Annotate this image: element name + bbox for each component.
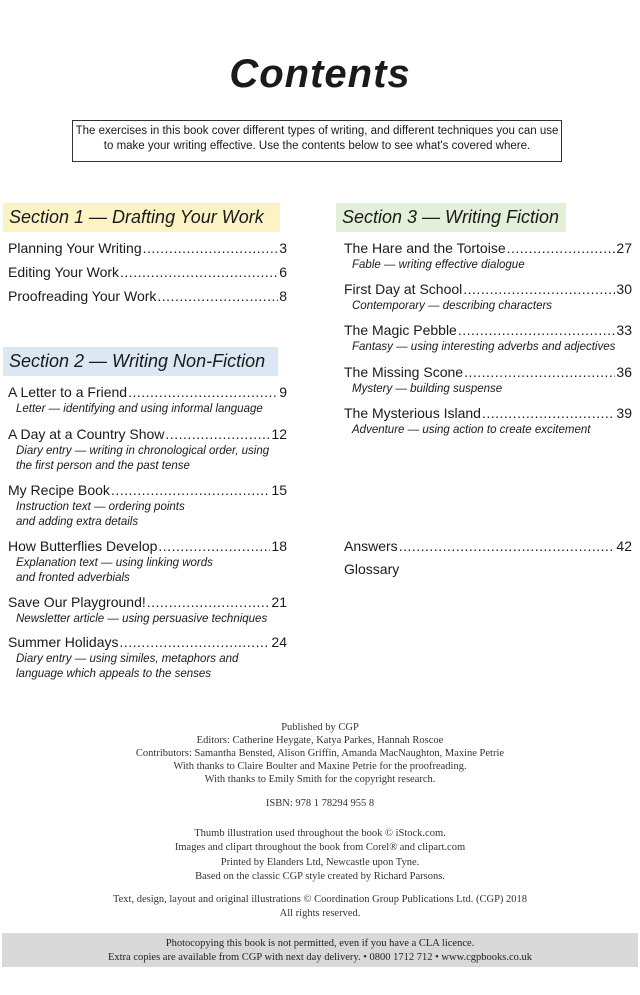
toc-entry[interactable]	[344, 281, 632, 297]
entry-page: 36	[616, 364, 632, 380]
credit-line: All rights reserved.	[279, 908, 361, 919]
entry-page: 15	[271, 482, 287, 498]
dot-leader	[458, 322, 616, 338]
entry-title: Answers	[344, 538, 398, 554]
credit-line: With thanks to Emily Smith for the copyright research.	[204, 774, 436, 785]
toc-entry[interactable]	[8, 594, 287, 610]
entry-title: Glossary	[344, 561, 400, 577]
dot-leader	[157, 288, 278, 304]
credit-line: With thanks to Claire Boulter and Maxine Petrie for the proofreading.	[173, 761, 467, 772]
credit-line: Thumb illustration used throughout the book © iStock.com.	[194, 828, 446, 839]
entry-title: Editing Your Work	[8, 264, 120, 280]
entry-title: The Hare and the Tortoise	[344, 240, 506, 256]
entry-page: 30	[616, 281, 632, 297]
section-3-heading: Section 3 — Writing Fiction	[336, 203, 566, 232]
toc-entry[interactable]	[8, 634, 287, 650]
entry-page: 6	[279, 264, 287, 280]
toc-entry[interactable]	[8, 482, 287, 498]
entry-description: Diary entry — using similes, metaphors and	[16, 653, 239, 665]
entry-description: Fable — writing effective dialogue	[352, 259, 525, 271]
dot-leader	[128, 384, 278, 400]
entry-page: 12	[271, 426, 287, 442]
entry-description: Contemporary — describing characters	[352, 300, 553, 312]
dot-leader	[143, 240, 279, 256]
section-2-heading: Section 2 — Writing Non-Fiction	[3, 347, 278, 376]
toc-entry[interactable]	[8, 538, 287, 554]
dot-leader	[147, 594, 271, 610]
entry-title: Summer Holidays	[8, 634, 119, 650]
dot-leader	[399, 538, 616, 554]
entry-description: Instruction text — ordering points	[16, 501, 185, 513]
entry-title: The Magic Pebble	[344, 322, 457, 338]
toc-entry[interactable]	[8, 264, 287, 280]
entry-page: 3	[279, 240, 287, 256]
entry-description: Diary entry — writing in chronological order, using	[16, 445, 270, 457]
entry-description: Fantasy — using interesting adverbs and adjectives	[352, 341, 616, 353]
entry-title: Planning Your Writing	[8, 240, 142, 256]
dot-leader	[111, 482, 270, 498]
entry-title: A Day at a Country Show	[8, 426, 165, 442]
toc-entry[interactable]	[344, 322, 632, 338]
entry-page: 42	[616, 538, 632, 554]
entry-description: and fronted adverbials	[16, 572, 130, 584]
dot-leader	[165, 426, 270, 442]
credit-line: Editors: Catherine Heygate, Katya Parkes, Hannah Roscoe	[196, 735, 444, 746]
credit-line: Based on the classic CGP style created by Richard Parsons.	[195, 871, 445, 882]
entry-title: Save Our Playground!	[8, 594, 146, 610]
entry-page: 24	[271, 634, 287, 650]
entry-description: Adventure — using action to create excitement	[352, 424, 591, 436]
credit-line: Published by CGP	[281, 722, 359, 733]
entry-description: language which appeals to the senses	[16, 668, 212, 680]
page-title: Contents	[229, 52, 411, 96]
toc-entry-answers[interactable]	[344, 538, 632, 554]
intro-box: The exercises in this book cover different types of writing, and different techniques you can use to make your writing effective. Use the contents below to see what's covered where.	[72, 120, 562, 162]
entry-description: Letter — identifying and using informal language	[16, 403, 263, 415]
footer-line: Photocopying this book is not permitted, even if you have a CLA licence.	[165, 938, 475, 949]
entry-title: My Recipe Book	[8, 482, 110, 498]
toc-entry[interactable]	[8, 426, 287, 442]
entry-title: The Missing Scone	[344, 364, 464, 380]
dot-leader	[158, 538, 270, 554]
entry-page: 8	[279, 288, 287, 304]
entry-description: Mystery — building suspense	[352, 383, 503, 395]
credit-line: Printed by Elanders Ltd, Newcastle upon Tyne.	[220, 857, 420, 868]
entry-description: the first person and the past tense	[16, 460, 190, 472]
toc-entry[interactable]	[344, 364, 632, 380]
toc-entry[interactable]	[344, 405, 632, 421]
toc-entry[interactable]	[8, 240, 287, 256]
credit-line: Images and clipart throughout the book from Corel® and clipart.com	[174, 842, 466, 853]
credit-line: Text, design, layout and original illustrations © Coordination Group Publications Ltd. (CGP) 2018	[112, 894, 528, 905]
dot-leader	[120, 264, 278, 280]
entry-description: Explanation text — using linking words	[16, 557, 213, 569]
toc-entry-glossary[interactable]	[344, 561, 632, 577]
dot-leader	[507, 240, 616, 256]
entry-title: First Day at School	[344, 281, 463, 297]
entry-page: 39	[616, 405, 632, 421]
entry-description: and adding extra details	[16, 516, 139, 528]
entry-title: Proofreading Your Work	[8, 288, 157, 304]
credit-line: ISBN: 978 1 78294 955 8	[265, 798, 375, 809]
entry-page: 21	[271, 594, 287, 610]
entry-page: 27	[616, 240, 632, 256]
entry-page: 18	[271, 538, 287, 554]
footer-line: Extra copies are available from CGP with next day delivery. • 0800 1712 712 • www.cgpbooks.co.uk	[107, 952, 533, 963]
dot-leader	[464, 364, 615, 380]
section-1-heading: Section 1 — Drafting Your Work	[3, 203, 280, 232]
entry-page: 33	[616, 322, 632, 338]
entry-description: Newsletter article — using persuasive techniques	[16, 613, 268, 625]
toc-entry[interactable]	[344, 240, 632, 256]
toc-entry[interactable]	[8, 384, 287, 400]
dot-leader	[482, 405, 615, 421]
entry-title: How Butterflies Develop	[8, 538, 158, 554]
entry-page: 9	[279, 384, 287, 400]
entry-title: The Mysterious Island	[344, 405, 481, 421]
credit-line: Contributors: Samantha Bensted, Alison Griffin, Amanda MacNaughton, Maxine Petrie	[135, 748, 505, 759]
entry-title: A Letter to a Friend	[8, 384, 128, 400]
dot-leader	[119, 634, 270, 650]
dot-leader	[463, 281, 615, 297]
toc-entry[interactable]	[8, 288, 287, 304]
